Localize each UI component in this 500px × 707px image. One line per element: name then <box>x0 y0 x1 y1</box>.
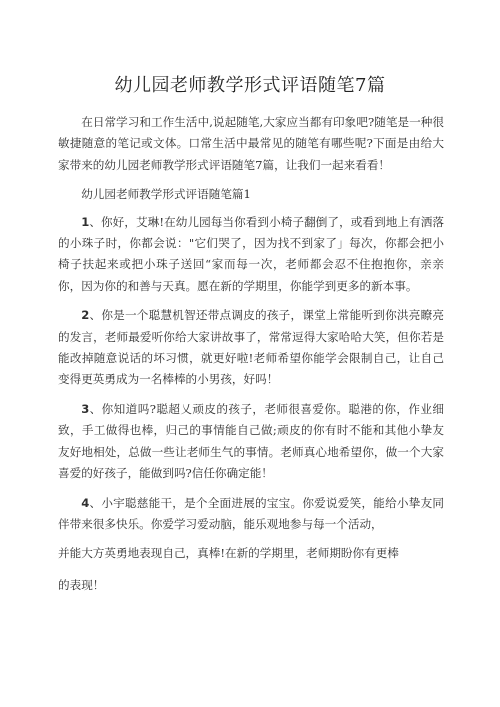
document-title: 幼儿园老师教学形式评语随笔7篇 <box>114 75 386 96</box>
item-text: 、你是一个聪慧机智还带点调皮的孩子，课堂上常能听到你洪亮瞭亮的发言，老师最爱听你给大家讲故事了，常常逗得大家哈哈大笑，但你若是能改掉随意说话的坏习惯，就更好啦!老师希望你能学会限制自己，让自己变得更英勇成为一名棒棒的小男孩，好吗！ <box>58 308 444 387</box>
section-heading-text: 幼儿园老师教学形式评语随笔篇1 <box>81 187 251 202</box>
item-text-final: 的表现！ <box>58 577 105 592</box>
list-item-4-continued <box>58 543 444 596</box>
item-number: 2 <box>81 308 90 323</box>
list-item-4 <box>58 493 444 536</box>
item-text-continued: 并能大方英勇地表现自己，真棒!在新的学期里，老师期盼你有更棒 <box>58 546 399 561</box>
item-number: 4 <box>81 495 90 510</box>
item-text: 、你好，艾琳!在幼儿园每当你看到小椅子翻倒了，或看到地上有洒落的小珠子时，你都会说："它们哭了，因为找不到家了」每次，你都会把小椅子扶起来或把小珠子送回“家而每一次，老师都会忍不住抱抱你，亲亲你，因为你的和善与天真。愿在新的学期里，你能学到更多的新本事。 <box>58 214 444 293</box>
intro-paragraph: 在日常学习和工作生活中,说起随笔,大家应当都有印象吧?随笔是一种很敏捷随意的笔记或文体。口常生活中最常见的随笔有哪些呢?下面是由给大家带来的幼儿园老师教学形式评语随笔7篇，让我们一起来看看！ <box>58 115 444 172</box>
item-number: 3 <box>81 401 90 416</box>
item-number: 1 <box>81 214 90 229</box>
list-item-3 <box>58 399 444 485</box>
document-body <box>58 112 444 596</box>
list-item-2 <box>58 305 444 391</box>
list-item-1 <box>58 212 444 298</box>
item-text: 、你知道吗?聪超乂顽皮的孩子，老师很喜爱你。聪港的你，作业细致，手工做得也棒，归己的事情能自己做;顽皮的你有时不能和其他小挚友友好地相处，总做一些让老师生气的事情。老师真心地希望你，做一个大家喜爱的好孩子，能做到吗?信任你确定能！ <box>58 401 444 481</box>
section-heading <box>58 184 444 205</box>
item-text: 、小宇聪慈能干，是个全面进展的宝宝。你爱说爱笑，能给小挚友同伴带来很多快乐。你爱学习爱动脑，能乐观地参与每一个活动， <box>58 495 444 531</box>
